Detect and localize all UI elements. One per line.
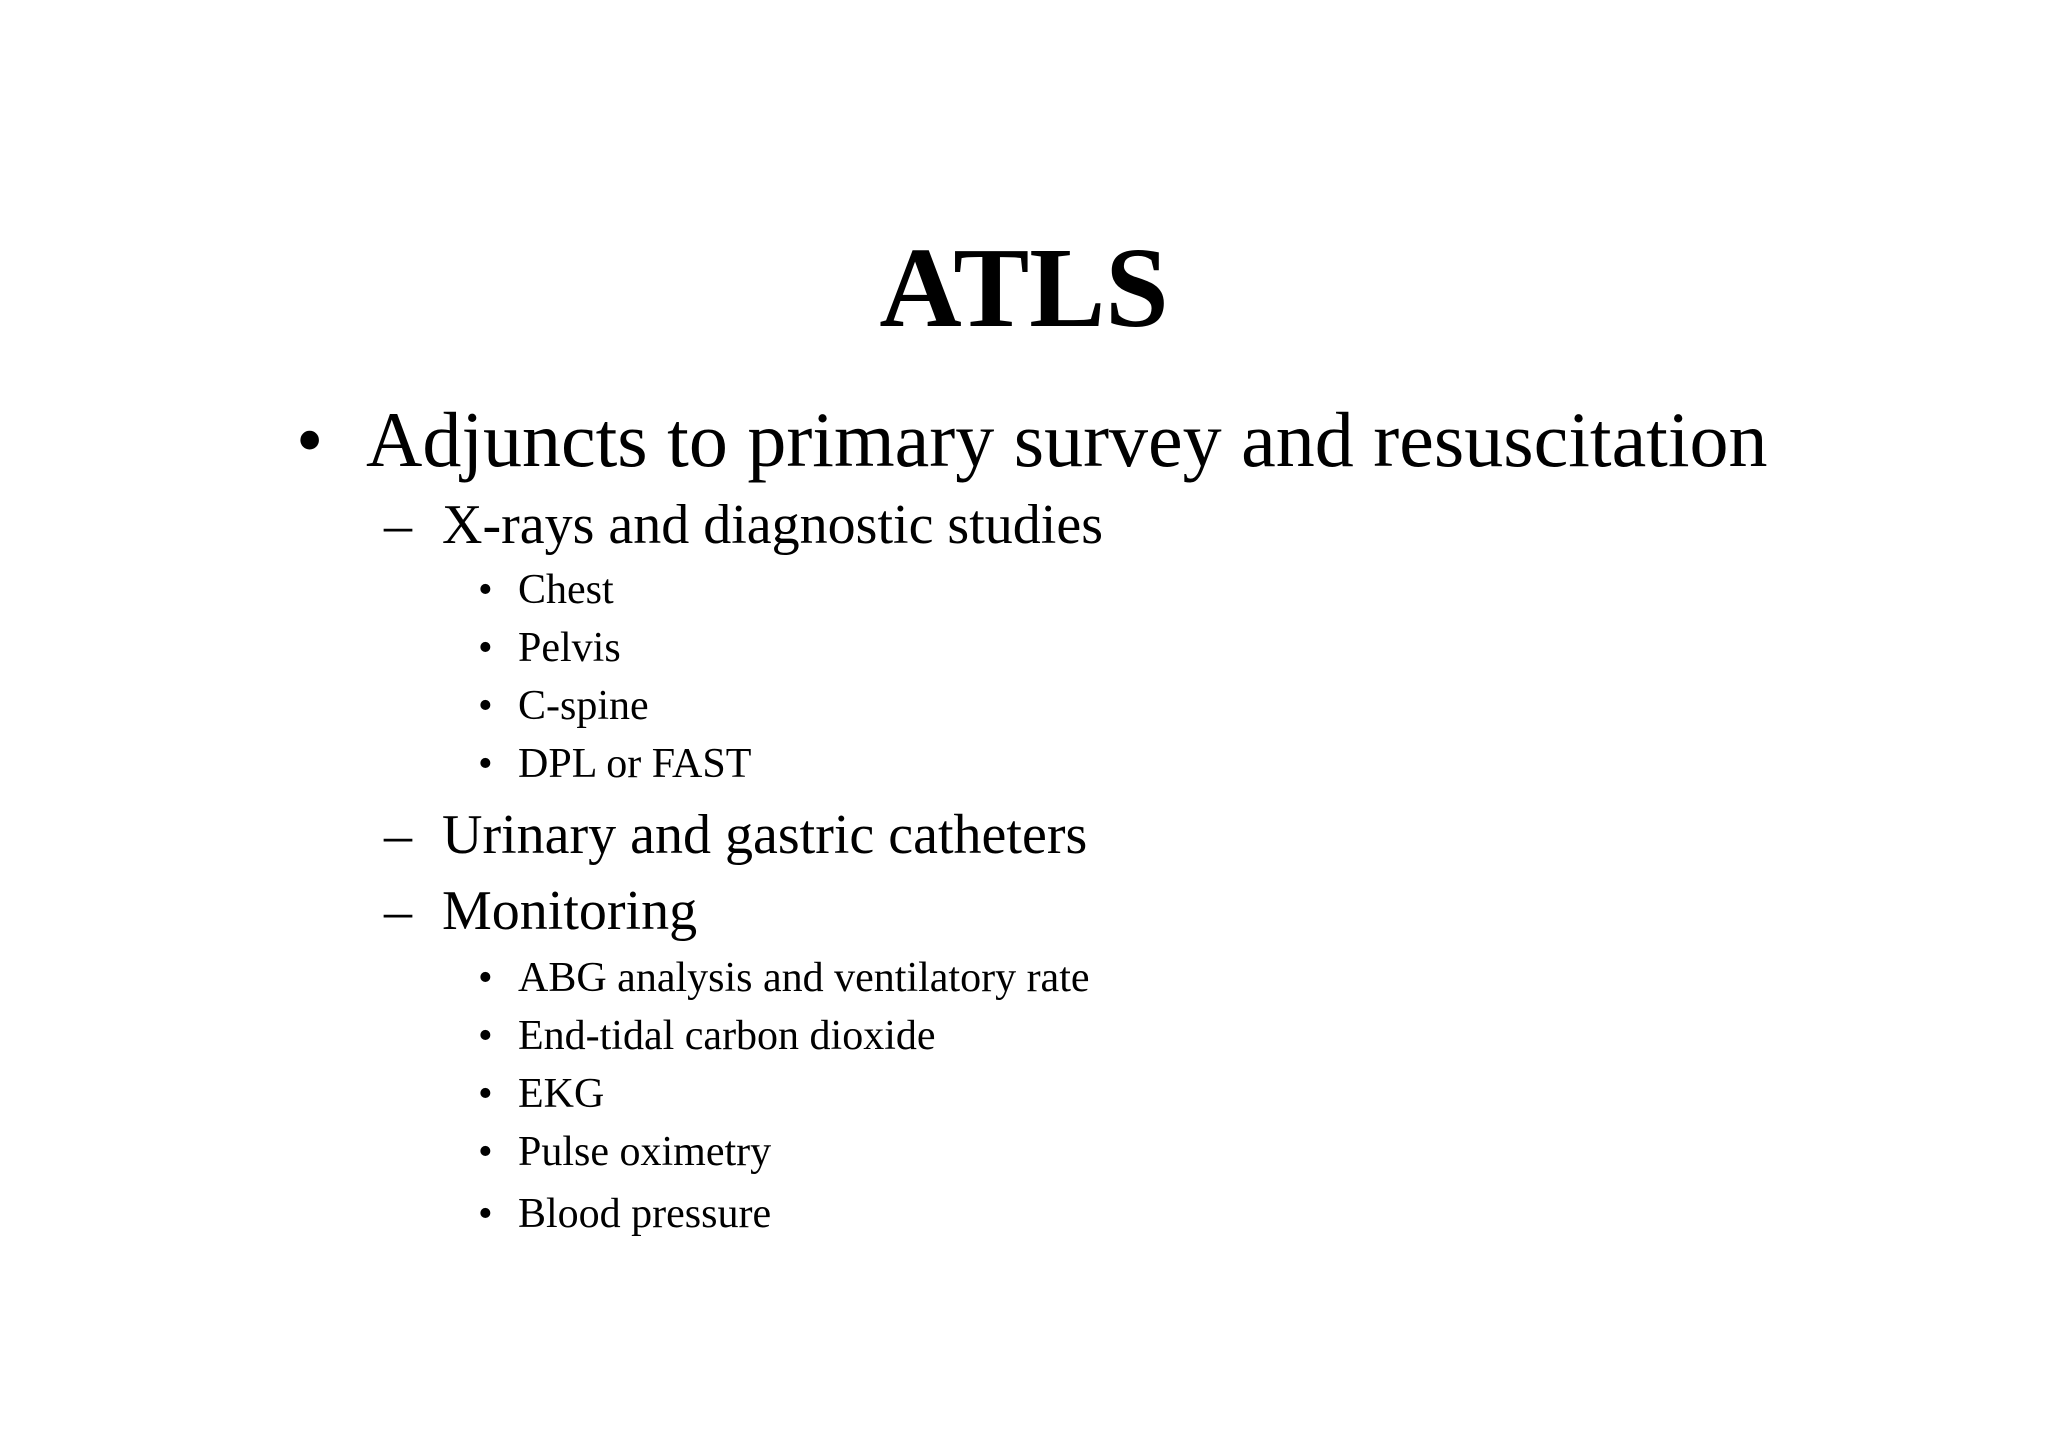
bullet-icon: • bbox=[296, 396, 324, 483]
bullet-primary-survey: Adjuncts to primary survey and resuscitation bbox=[366, 396, 1768, 483]
list-item-dpl-fast: DPL or FAST bbox=[518, 741, 752, 787]
list-item-blood-pressure: Blood pressure bbox=[518, 1191, 772, 1237]
bullet-icon: • bbox=[478, 1191, 493, 1237]
list-item-pelvis: Pelvis bbox=[518, 625, 621, 671]
list-item-cspine: C-spine bbox=[518, 683, 649, 729]
bullet-icon: • bbox=[478, 1071, 493, 1117]
bullet-icon: • bbox=[478, 1013, 493, 1059]
list-item-ekg: EKG bbox=[518, 1071, 605, 1117]
subbullet-catheters: Urinary and gastric catheters bbox=[442, 804, 1088, 866]
bullet-icon: • bbox=[478, 741, 493, 787]
bullet-icon: • bbox=[478, 567, 493, 613]
list-item-abg: ABG analysis and ventilatory rate bbox=[518, 955, 1090, 1001]
subbullet-monitoring: Monitoring bbox=[442, 880, 698, 942]
bullet-icon: • bbox=[478, 955, 493, 1001]
dash-icon: – bbox=[384, 880, 412, 942]
list-item-chest: Chest bbox=[518, 567, 614, 613]
dash-icon: – bbox=[384, 494, 412, 556]
bullet-icon: • bbox=[478, 683, 493, 729]
list-item-etco2: End-tidal carbon dioxide bbox=[518, 1013, 936, 1059]
slide-title: ATLS bbox=[879, 224, 1169, 351]
list-item-pulse-oximetry: Pulse oximetry bbox=[518, 1129, 772, 1175]
bullet-icon: • bbox=[478, 1129, 493, 1175]
dash-icon: – bbox=[384, 804, 412, 866]
bullet-icon: • bbox=[478, 625, 493, 671]
subbullet-xrays: X-rays and diagnostic studies bbox=[442, 494, 1103, 556]
